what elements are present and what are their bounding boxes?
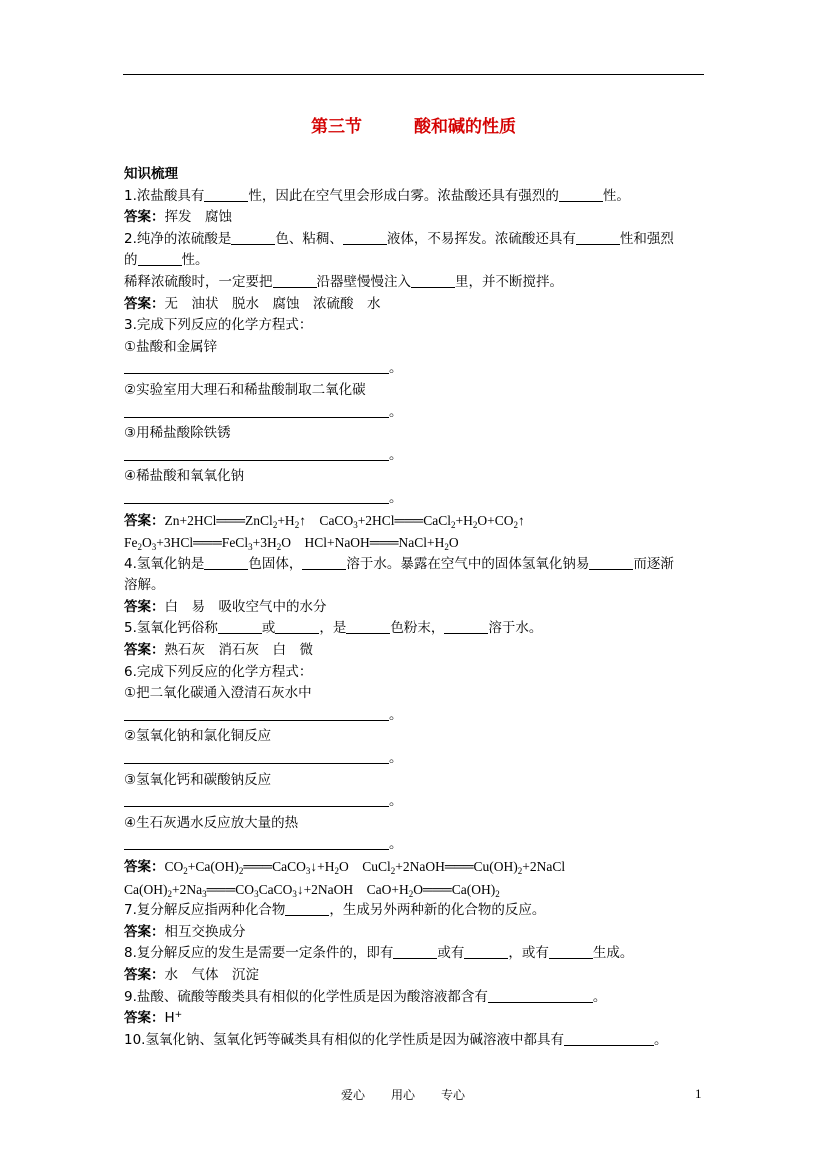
answer-blank: [204, 555, 248, 570]
q3-item-2: ②实验室用大理石和稀盐酸制取二氧化碳: [124, 381, 366, 398]
answer-7: 答案：相互交换成分: [124, 923, 246, 940]
equation-blank: [124, 402, 389, 418]
answer-5: 答案：熟石灰 消石灰 白 微: [124, 642, 313, 659]
answer-blank: [218, 619, 262, 634]
answer-blank: [589, 555, 633, 570]
question-2-cont: 的 性。: [124, 252, 209, 269]
question-8: 8.复分解反应的发生是需要一定条件的，即有 或有 ，或有 生成。: [124, 945, 634, 962]
answer-blank: [576, 230, 620, 245]
q6-item-1: ①把二氧化碳通入澄清石灰水中: [124, 685, 312, 702]
equation-blank: [124, 488, 389, 504]
q6-item-2: ②氢氧化钠和氯化铜反应: [124, 728, 272, 745]
question-4-cont: 溶解。: [124, 577, 165, 594]
q3-item-1: ①盐酸和金属锌: [124, 338, 218, 355]
answer-blank: [346, 619, 390, 634]
answer-2: 答案：无 油状 脱水 腐蚀 浓硫酸 水: [124, 295, 381, 312]
title-section-number: 第三节: [311, 117, 362, 137]
answer-blank: [549, 944, 593, 959]
equation-line: 。: [124, 488, 706, 510]
answer-blank: [411, 273, 455, 288]
answer-blank: [464, 944, 508, 959]
question-7: 7.复分解反应指两种化合物 ，生成另外两种新的化合物的反应。: [124, 902, 546, 919]
equation-blank: [124, 705, 389, 721]
equation-line: 。: [124, 834, 706, 856]
answer-blank: [444, 619, 488, 634]
page-title: [0, 112, 827, 137]
equation-blank: [124, 834, 389, 850]
equation-line: 。: [124, 402, 706, 424]
footer-slogan: 爱心 用心 专心: [341, 1088, 466, 1102]
answer-blank: [488, 988, 593, 1003]
answer-blank: [559, 187, 603, 202]
question-4: 4.氢氧化钠是 色固体， 溶于水。暴露在空气中的固体氢氧化钠易 而逐渐: [124, 555, 674, 572]
answer-blank: [231, 230, 275, 245]
page-number: 1: [695, 1086, 702, 1101]
question-3: 3.完成下列反应的化学方程式：: [124, 317, 313, 334]
answer-blank: [138, 251, 182, 266]
answer-8: 答案：水 气体 沉淀: [124, 966, 259, 983]
equation-blank: [124, 445, 389, 461]
question-2-dilution: 稀释浓硫酸时，一定要把 沿器壁慢慢注入 里，并不断搅拌。: [124, 273, 563, 290]
answer-6: 答案：$CO_2+Ca(OH)_2═══CaCO_3↓+H_2O$ $CuCl_2+2NaOH═══Cu(OH)_2+2NaCl$: [124, 859, 566, 876]
answer-3-cont: $Fe_2O_3+3HCl═══FeCl_3+3H_2O$ $HCl+NaOH═══NaCl+H_2O$: [124, 535, 459, 553]
question-5: 5.氢氧化钙俗称 或 ，是 色粉末， 溶于水。: [124, 620, 543, 637]
equation-line: 。: [124, 358, 706, 380]
question-1: 1.浓盐酸具有 性，因此在空气里会形成白雾。浓盐酸还具有强烈的 性。: [124, 187, 630, 204]
title-topic: 酸和碱的性质: [414, 117, 516, 137]
equation-line: 。: [124, 705, 706, 727]
answer-blank: [564, 1031, 654, 1046]
equation-line: 。: [124, 748, 706, 770]
document-body: [124, 164, 706, 1051]
answer-blank: [302, 555, 346, 570]
answer-9: 答案：H+: [124, 1010, 183, 1027]
answer-blank: [273, 273, 317, 288]
equation-blank: [124, 791, 389, 807]
q3-item-4: ④稀盐酸和氧氧化钠: [124, 468, 245, 485]
question-9: 9.盐酸、硫酸等酸类具有相似的化学性质是因为酸溶液都含有 。: [124, 988, 607, 1005]
answer-3: 答案：$Zn+2HCl═══ZnCl_2+H_2↑$ $CaCO_3+2HCl═══CaCl_2+H_2O+CO_2↑$: [124, 512, 525, 530]
question-6: 6.完成下列反应的化学方程式：: [124, 663, 313, 680]
answer-blank: [285, 901, 329, 916]
header-rule: [123, 74, 704, 75]
q6-item-4: ④生石灰遇水反应放大量的热: [124, 814, 299, 831]
answer-blank: [275, 619, 319, 634]
answer-blank: [393, 944, 437, 959]
answer-1: 答案：挥发 腐蚀: [124, 209, 232, 226]
equation-blank: [124, 748, 389, 764]
question-10: 10.氢氧化钠、氢氧化钙等碱类具有相似的化学性质是因为碱溶液中都具有 。: [124, 1031, 668, 1048]
section-heading: 知识梳理: [124, 166, 178, 182]
equation-blank: [124, 358, 389, 374]
question-2: 2.纯净的浓硫酸是 色、粘稠、 液体，不易挥发。浓硫酸还具有 性和强烈: [124, 230, 674, 247]
answer-4: 答案：白 易 吸收空气中的水分: [124, 598, 327, 615]
equation-line: 。: [124, 445, 706, 467]
answer-6-cont: $Ca(OH)_2+2Na_3═══CO_3CaCO_3↓+2NaOH$ $CaO+H_2O═══Ca(OH)_2$: [124, 881, 500, 899]
equation-line: 。: [124, 791, 706, 813]
q3-item-3: ③用稀盐酸除铁锈: [124, 425, 231, 442]
answer-blank: [343, 230, 387, 245]
answer-blank: [204, 187, 248, 202]
q6-item-3: ③氢氧化钙和碳酸钠反应: [124, 771, 272, 788]
